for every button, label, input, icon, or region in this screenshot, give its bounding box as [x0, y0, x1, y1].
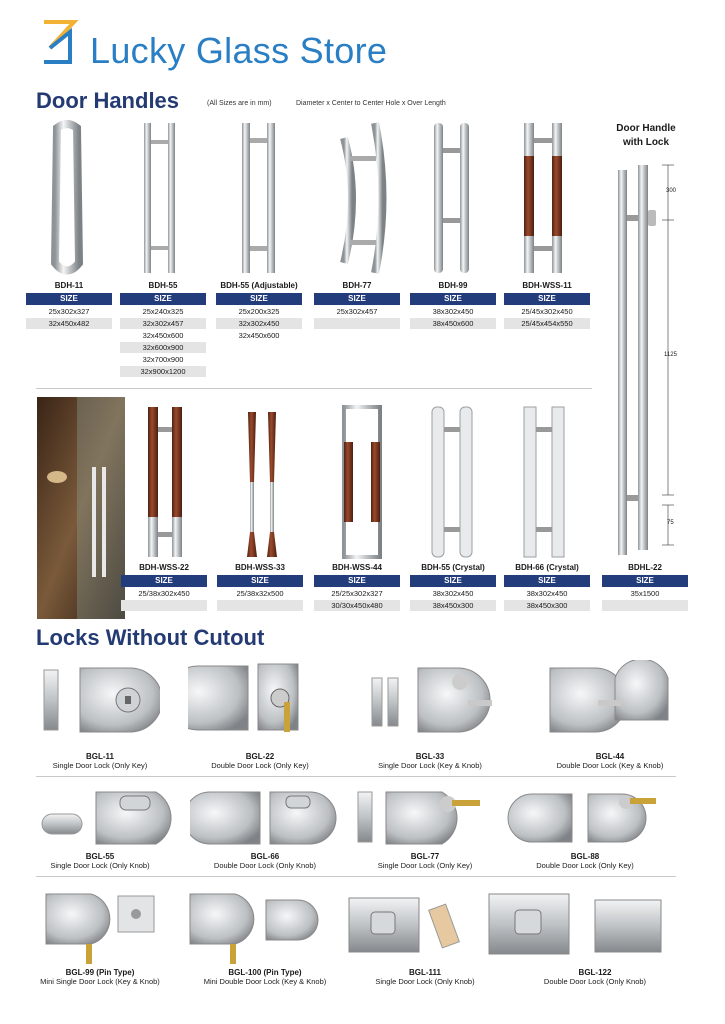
size-value [314, 318, 400, 329]
size-value: 32x700x900 [142, 355, 184, 364]
lock-image-bgl-100 [180, 884, 330, 966]
size-value [217, 600, 303, 611]
lock-card-bgl-122 [510, 968, 680, 986]
lock-name: BGL-111 [408, 968, 441, 977]
product-card-bdh-wss-22 [121, 563, 207, 612]
lock-name: BGL-22 [245, 752, 275, 761]
size-value: 25x302x457 [336, 307, 378, 316]
size-value: 25/45x454x550 [504, 318, 590, 329]
size-header: SIZE [602, 575, 688, 587]
size-header: SIZE [26, 293, 112, 305]
row-divider [36, 388, 592, 389]
product-card-bdh-66-crystal [504, 563, 590, 612]
product-name: BDH-55 [148, 281, 178, 290]
product-name: BDH-55 (Adjustable) [220, 281, 298, 290]
size-format-note: Diameter x Center to Center Hole x Over Length [296, 100, 446, 107]
size-value [602, 600, 688, 611]
lock-image-bgl-11 [40, 660, 160, 740]
size-header: SIZE [121, 575, 207, 587]
size-value: 25x200x325 [238, 307, 280, 316]
lock-description: Double Door Lock (Only Knob) [213, 861, 317, 870]
lock-name: BGL-11 [85, 752, 114, 761]
size-header: SIZE [120, 293, 206, 305]
handle-image-bdh-77 [330, 118, 390, 278]
size-value [121, 600, 207, 611]
lock-name: BGL-66 [250, 852, 280, 861]
product-card-bdh-55-crystal [410, 563, 496, 612]
row-divider [36, 776, 676, 777]
lock-description: Mini Single Door Lock (Key & Knob) [40, 977, 160, 986]
handle-image-bdh-wss-33 [242, 402, 282, 562]
product-card-bdh-wss-11 [504, 281, 590, 330]
size-value: 38x450x600 [410, 318, 496, 329]
size-value: 25/25x302x327 [331, 589, 383, 598]
lock-card-bgl-55 [20, 852, 180, 870]
lock-image-bgl-111 [345, 884, 475, 966]
product-card-bdh-wss-33 [217, 563, 303, 612]
lock-image-bgl-55 [36, 782, 186, 852]
lock-description: Double Door Lock (Only Key) [211, 761, 309, 770]
product-name: BDH-55 (Crystal) [421, 563, 485, 572]
size-value: 38x450x300 [504, 600, 590, 611]
lock-name: BGL-99 (Pin Type) [65, 968, 135, 977]
product-name: BDH-WSS-44 [332, 563, 382, 572]
lock-description: Double Door Lock (Only Knob) [543, 977, 647, 986]
lock-image-bgl-99 [36, 884, 176, 966]
product-card-bdhl-22 [602, 563, 688, 612]
lock-name: BGL-55 [85, 852, 115, 861]
lock-name: BGL-44 [595, 752, 625, 761]
lock-card-bgl-88 [505, 852, 665, 870]
lock-card-bgl-99 [20, 968, 180, 986]
size-value: 25x240x325 [142, 307, 184, 316]
lock-image-bgl-122 [485, 884, 685, 966]
size-header: SIZE [504, 293, 590, 305]
size-value: 32x450x600 [238, 331, 280, 340]
handle-image-bdh-55-crystal [428, 402, 478, 562]
size-header: SIZE [314, 293, 400, 305]
handle-image-bdh-wss-44 [338, 402, 388, 562]
lock-card-bgl-111 [345, 968, 505, 986]
lock-name: BGL-33 [415, 752, 445, 761]
size-value: 32x302x457 [120, 318, 206, 329]
lock-card-bgl-11 [20, 752, 180, 770]
product-name: BDH-WSS-11 [522, 281, 572, 290]
size-header: SIZE [314, 575, 400, 587]
lock-handle-title-line2: with Lock [622, 137, 670, 148]
lock-description: Double Door Lock (Only Key) [536, 861, 634, 870]
handle-image-bdh-55 [138, 118, 188, 278]
product-name: BDH-99 [438, 281, 468, 290]
lock-description: Single Door Lock (Only Knob) [375, 977, 475, 986]
product-card-bdh-99 [410, 281, 496, 330]
product-card-bdh-55-adjustable [216, 281, 302, 342]
size-value: 32x900x1200 [120, 366, 206, 377]
lock-card-bgl-77 [345, 852, 505, 870]
size-value: 25/38x302x450 [138, 589, 190, 598]
units-note: (All Sizes are in mm) [207, 100, 272, 107]
dimension-bottom: 75 [667, 520, 674, 526]
size-value: 32x600x900 [120, 342, 206, 353]
product-card-bdh-77 [314, 281, 400, 330]
dimension-top: 300 [666, 188, 677, 194]
product-name: BDH-WSS-33 [235, 563, 285, 572]
lock-description: Single Door Lock (Only Key) [52, 761, 148, 770]
size-value: 25/38x32x500 [236, 589, 284, 598]
lock-description: Mini Double Door Lock (Key & Knob) [203, 977, 327, 986]
product-name: BDH-WSS-22 [139, 563, 189, 572]
lock-name: BGL-88 [570, 852, 600, 861]
size-value: 25x302x327 [48, 307, 90, 316]
size-value: 32x450x600 [142, 331, 184, 340]
row-divider [36, 876, 676, 877]
size-value: 35x1500 [630, 589, 660, 598]
size-value: 38x302x450 [432, 589, 474, 598]
size-value: 38x450x300 [410, 600, 496, 611]
lock-description: Single Door Lock (Key & Knob) [378, 761, 482, 770]
size-header: SIZE [410, 293, 496, 305]
lock-card-bgl-100 [180, 968, 350, 986]
lock-card-bgl-22 [180, 752, 340, 770]
lock-image-bgl-88 [502, 782, 662, 852]
lock-card-bgl-33 [345, 752, 515, 770]
size-header: SIZE [410, 575, 496, 587]
lock-image-bgl-33 [368, 660, 508, 750]
size-value: 30/30x450x480 [314, 600, 400, 611]
door-handles-title: Door Handles [36, 88, 180, 113]
lock-handle-title-line1: Door Handle [616, 123, 676, 134]
size-value: 38x302x450 [432, 307, 474, 316]
product-name: BDH-11 [54, 281, 84, 290]
handle-image-bdh-wss-11 [520, 118, 570, 278]
size-value: 25/45x302x450 [521, 307, 573, 316]
lock-image-bgl-66 [190, 782, 340, 852]
size-header: SIZE [216, 293, 302, 305]
lock-description: Double Door Lock (Key & Knob) [556, 761, 664, 770]
handle-image-bdh-66-crystal [520, 402, 570, 562]
product-card-bdh-55 [120, 281, 206, 378]
lock-card-bgl-66 [185, 852, 345, 870]
lock-image-bgl-77 [352, 782, 492, 852]
locks-title: Locks Without Cutout [36, 625, 265, 650]
size-value: 32x302x450 [216, 318, 302, 329]
size-value: 38x302x450 [526, 589, 568, 598]
lock-image-bgl-44 [540, 660, 680, 750]
room-photo [37, 397, 125, 619]
store-logo [40, 18, 82, 70]
lock-description: Single Door Lock (Only Key) [377, 861, 473, 870]
lock-card-bgl-44 [525, 752, 695, 770]
handle-image-bdh-55-adjustable [235, 118, 285, 278]
lock-name: BGL-77 [410, 852, 440, 861]
handle-image-bdh-99 [428, 118, 478, 278]
product-card-bdh-11 [26, 281, 112, 330]
handle-image-bdh-11 [42, 118, 92, 278]
product-card-bdh-wss-44 [314, 563, 400, 612]
handle-image-bdh-wss-22 [142, 402, 192, 562]
lock-image-bgl-22 [188, 660, 318, 748]
product-name: BDH-66 (Crystal) [515, 563, 579, 572]
lock-description: Single Door Lock (Only Knob) [50, 861, 150, 870]
product-name: BDH-77 [342, 281, 372, 290]
store-name: Lucky Glass Store [90, 30, 388, 71]
lock-name: BGL-100 (Pin Type) [228, 968, 302, 977]
size-value: 32x450x482 [26, 318, 112, 329]
size-header: SIZE [217, 575, 303, 587]
lock-name: BGL-122 [578, 968, 612, 977]
product-name: BDHL-22 [628, 563, 662, 572]
size-header: SIZE [504, 575, 590, 587]
door-handle-with-lock-title [606, 122, 686, 150]
dimension-middle: 1125 [664, 352, 677, 358]
